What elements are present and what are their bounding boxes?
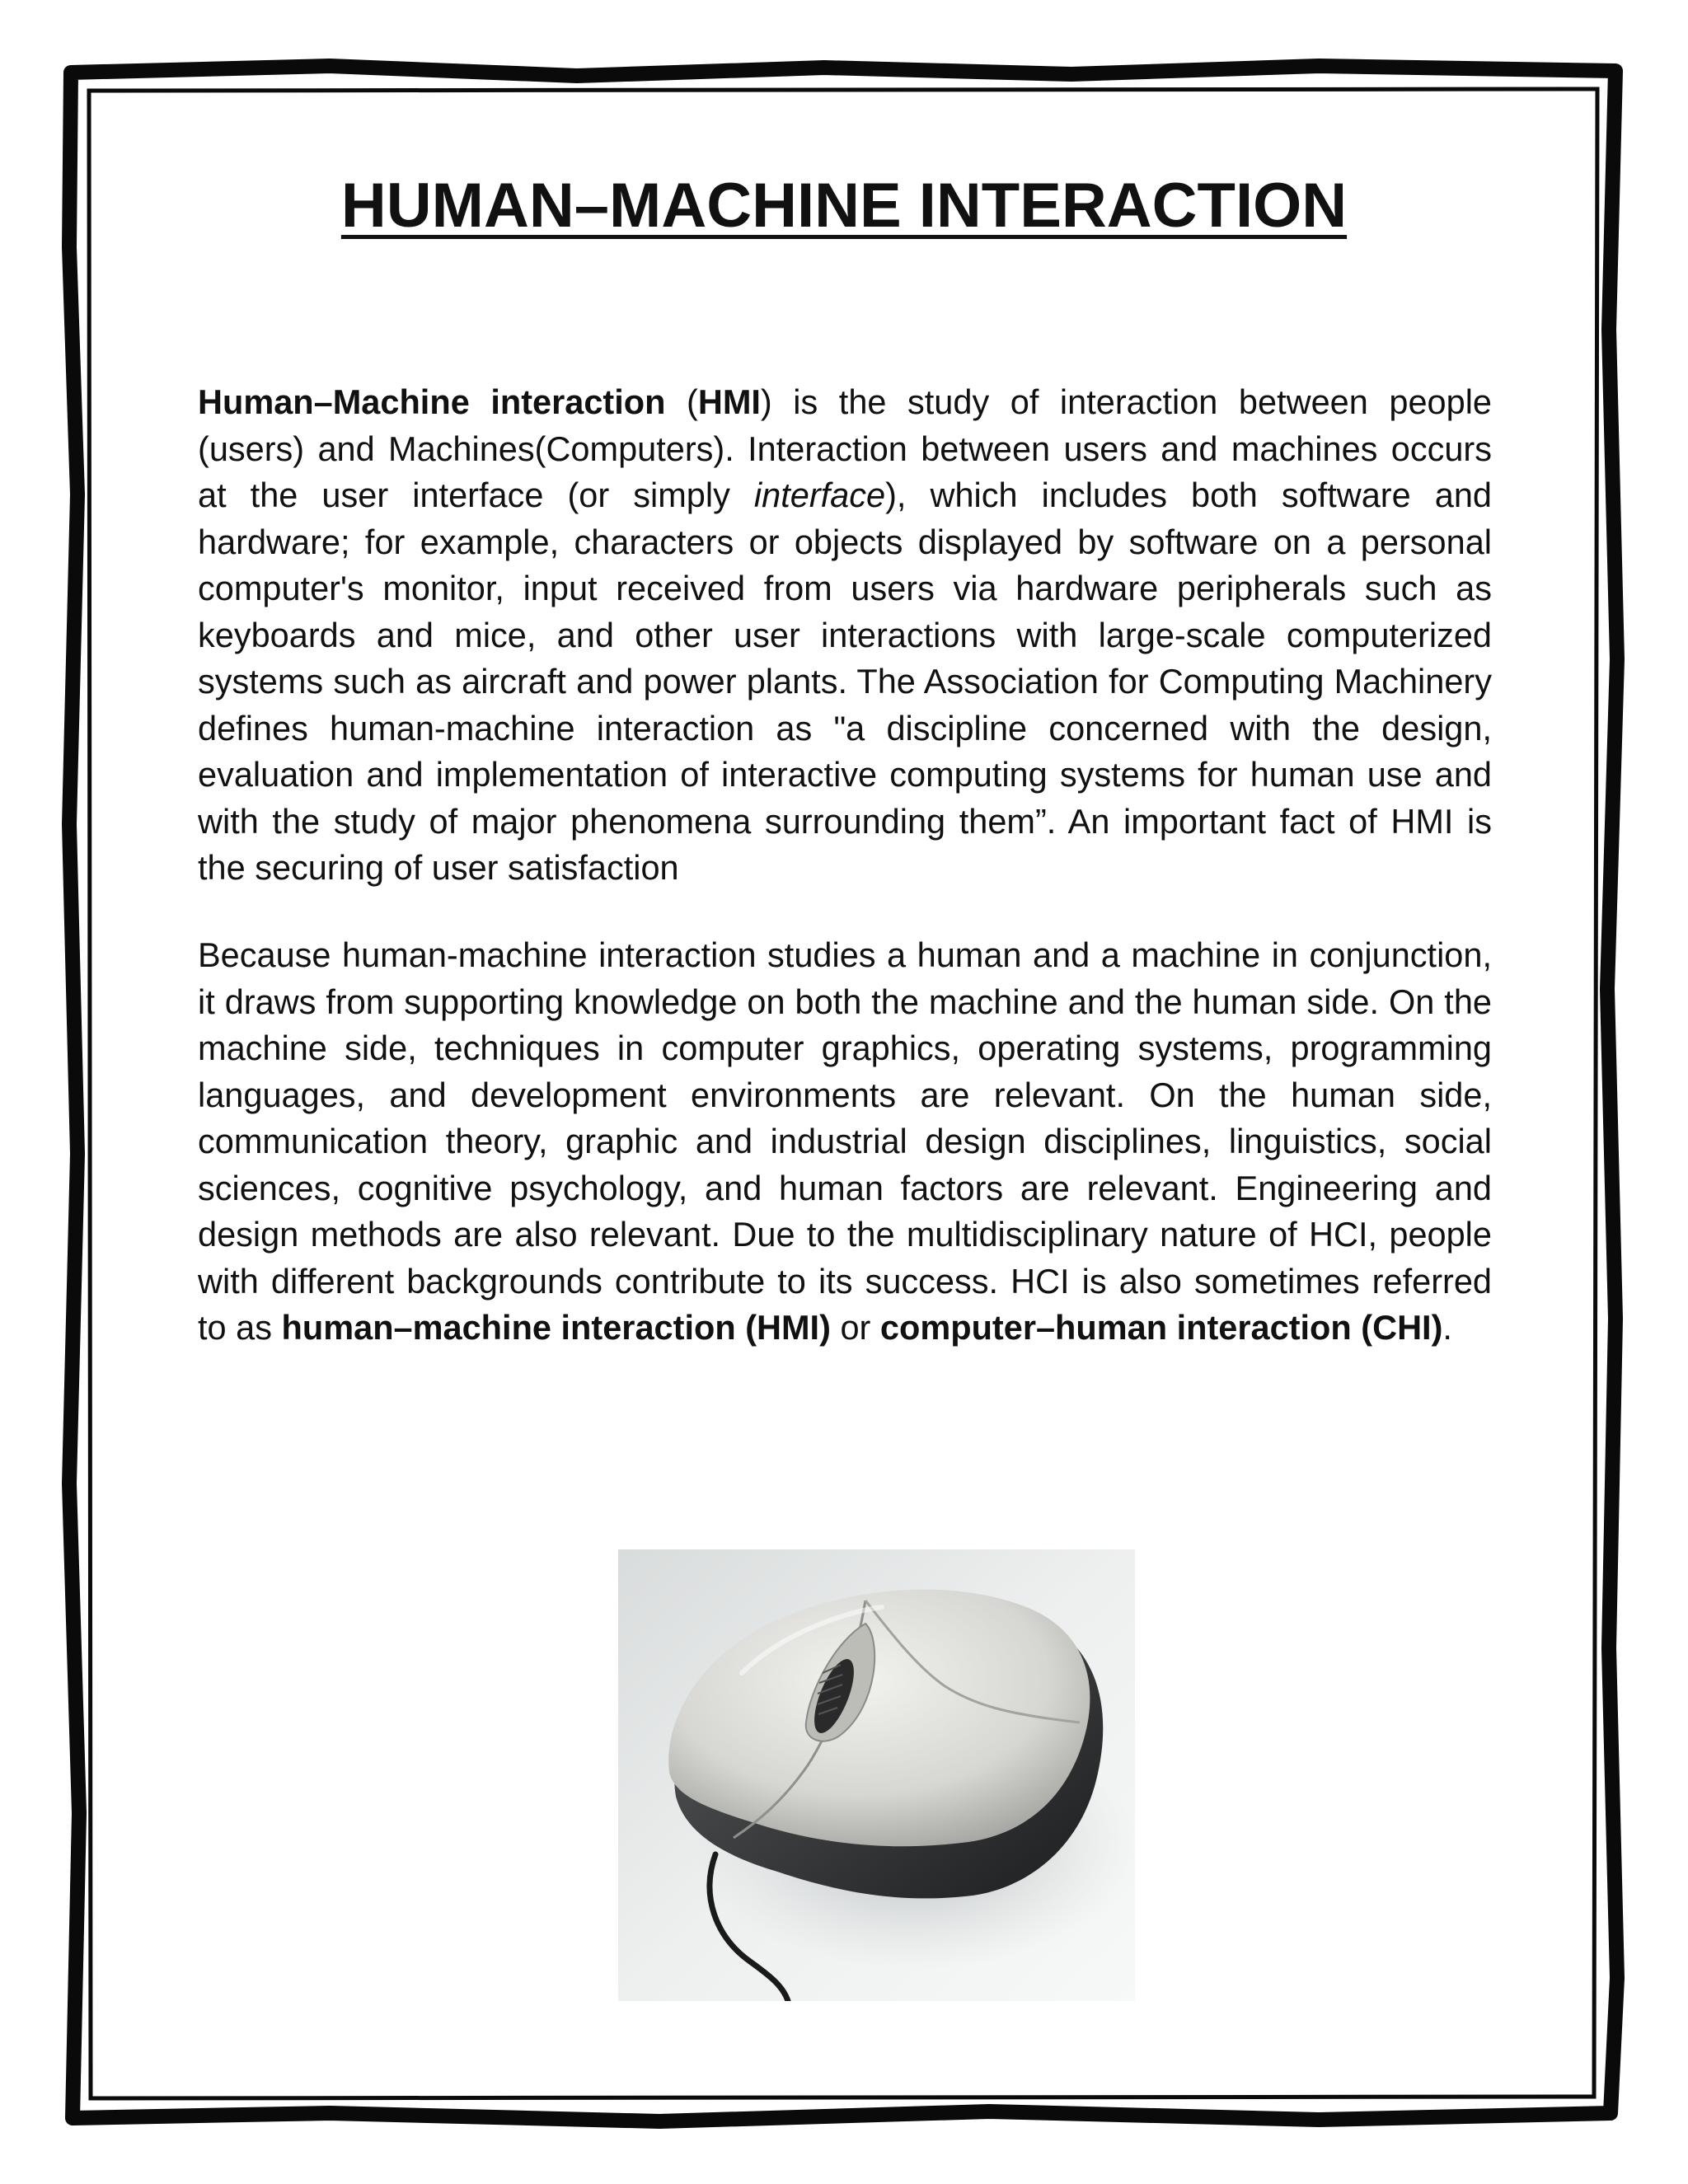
paragraph-intro [198, 379, 1492, 892]
computer-mouse-icon [618, 1549, 1135, 2001]
paragraph-disciplines [198, 932, 1492, 1352]
italic-term-interface: interface [753, 476, 886, 514]
lead-term: Human–Machine interaction [198, 382, 666, 421]
text-open-paren: ( [665, 382, 698, 421]
paragraph-intro-text-a: ) is the study of interaction between people (users) and Machines(Computers). Interaction between users and machines occurs at the user interface (or simply [198, 382, 1492, 514]
paragraph-disciplines-text-b: or [830, 1308, 880, 1347]
bold-term-chi: computer–human interaction (CHI) [879, 1308, 1443, 1347]
hmi-abbreviation: HMI [697, 382, 761, 421]
page-title: HUMAN–MACHINE INTERACTION [340, 171, 1348, 241]
computer-mouse-image [618, 1549, 1135, 2001]
paragraph-disciplines-text-a: Because human-machine interaction studies a human and a machine in conjunction, it draws from supporting knowledge on both the machine and the human side. On the machine side, techniques in computer graphics, operating systems, programming languages, and development environments are relevant. On the human side, communication theory, graphic and industrial design disciplines, linguistics, social sciences, cognitive psychology, and human factors are relevant. Engineering and design methods are also relevant. Due to the multidisciplinary nature of HCI, people with different backgrounds contribute to its success. HCI is also sometimes referred to as [198, 935, 1492, 1347]
bold-term-hmi: human–machine interaction (HMI) [281, 1308, 831, 1347]
paragraph-intro-text-b: ), which includes both software and hardware; for example, characters or objects displayed by software on a personal computer's monitor, input received from users via hardware peripherals such as keyboards and mice, and other user interactions with large-scale computerized systems such as aircraft and power plants. The Association for Computing Machinery defines human-machine interaction as "a discipline concerned with the design, evaluation and implementation of interactive computing systems for human use and with the study of major phenomena surrounding them”. An important fact of HMI is the securing of user satisfaction [198, 476, 1492, 887]
paragraph-disciplines-text-c: . [1442, 1308, 1452, 1347]
